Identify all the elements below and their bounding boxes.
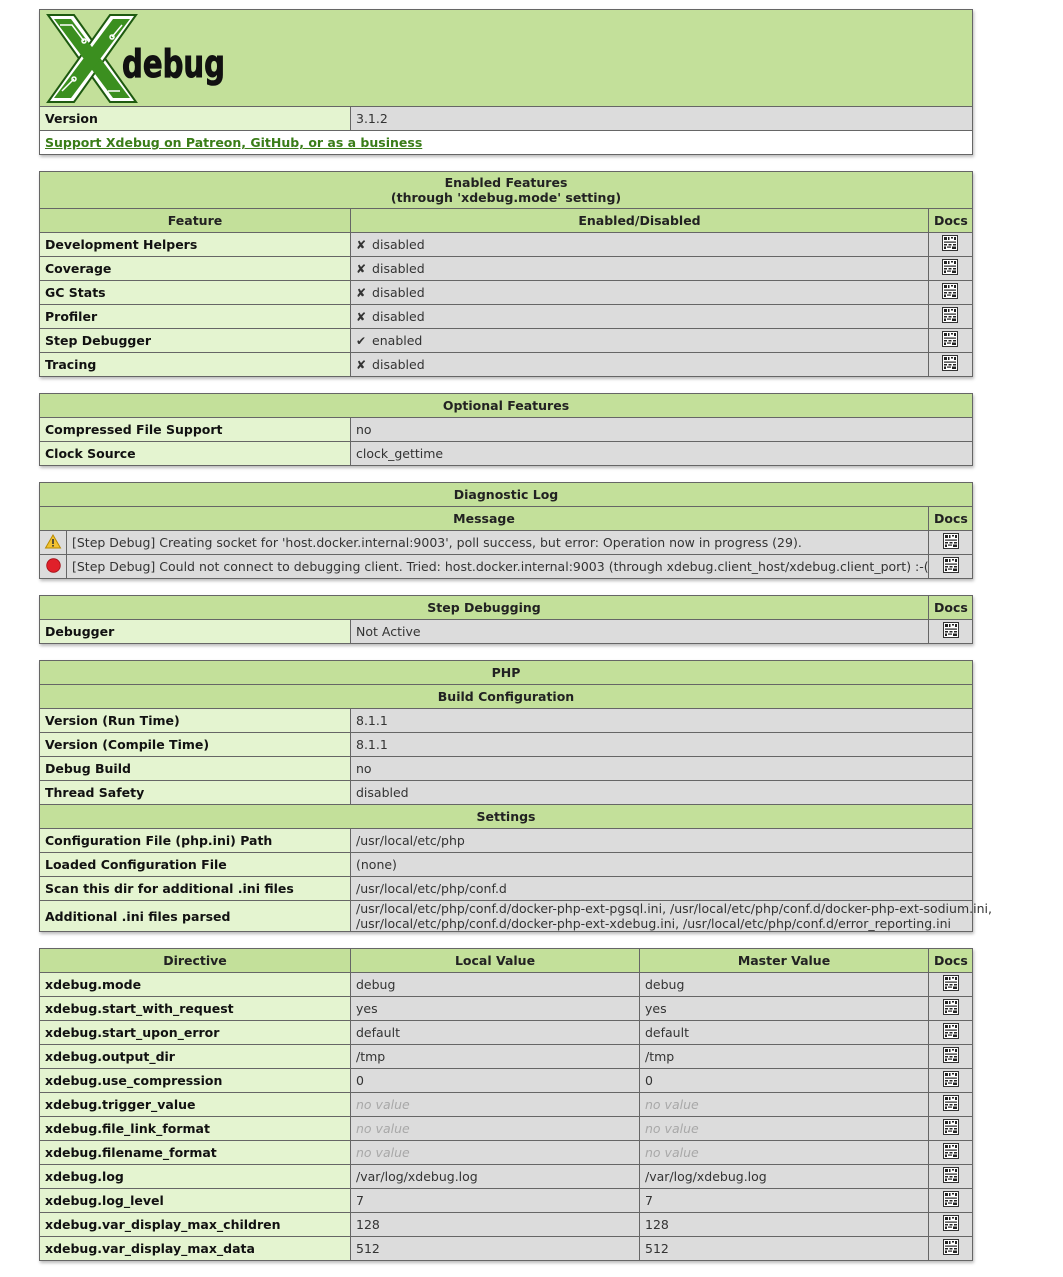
docs-link-cell[interactable] bbox=[928, 329, 972, 353]
directive-master-value bbox=[640, 1141, 929, 1165]
docs-icon[interactable] bbox=[943, 1167, 959, 1186]
docs-icon[interactable] bbox=[942, 355, 958, 374]
docs-link-cell[interactable] bbox=[929, 973, 973, 997]
settings-title: Settings bbox=[40, 805, 973, 829]
feature-status bbox=[351, 329, 929, 353]
docs-icon[interactable] bbox=[943, 1143, 959, 1162]
directive-local-value: /var/log/xdebug.log bbox=[351, 1165, 640, 1189]
debugger-value: Not Active bbox=[351, 620, 929, 644]
directive-row bbox=[40, 1045, 973, 1069]
log-level-cell bbox=[40, 531, 67, 555]
directive-name: xdebug.filename_format bbox=[40, 1141, 351, 1165]
directive-row bbox=[40, 1021, 973, 1045]
enabled-features-table bbox=[39, 171, 973, 377]
xdebug-logo bbox=[44, 11, 229, 106]
optional-feature-name: Clock Source bbox=[40, 442, 351, 466]
directive-row bbox=[40, 1213, 973, 1237]
docs-icon[interactable] bbox=[943, 1191, 959, 1210]
build-config-name: Thread Safety bbox=[40, 781, 351, 805]
step-debugging-title: Step Debugging bbox=[40, 596, 929, 620]
log-message: [Step Debug] Could not connect to debugging client. Tried: host.docker.internal:9003 (through xdebug.client_host/xdebug.client_port) :-( bbox=[67, 555, 929, 579]
cross-mark-icon: ✘ bbox=[356, 262, 367, 276]
docs-link-cell[interactable] bbox=[928, 257, 972, 281]
directive-name: xdebug.start_with_request bbox=[40, 997, 351, 1021]
docs-link-cell[interactable] bbox=[929, 1189, 973, 1213]
directive-name: xdebug.output_dir bbox=[40, 1045, 351, 1069]
feature-status-text: disabled bbox=[372, 309, 425, 324]
docs-icon[interactable] bbox=[942, 259, 958, 278]
docs-link-cell[interactable] bbox=[929, 1021, 973, 1045]
directive-master-value bbox=[640, 1117, 929, 1141]
feature-row bbox=[40, 233, 973, 257]
optional-features-title: Optional Features bbox=[40, 394, 973, 418]
directive-row bbox=[40, 1237, 973, 1261]
directive-local-value: 128 bbox=[351, 1213, 640, 1237]
feature-status-text: enabled bbox=[372, 333, 423, 348]
col-docs: Docs bbox=[929, 949, 973, 973]
xdebug-info-page bbox=[39, 9, 992, 1277]
col-local-value: Local Value bbox=[351, 949, 640, 973]
no-value-text: no value bbox=[356, 1097, 410, 1112]
col-docs: Docs bbox=[929, 596, 973, 620]
build-config-value: 8.1.1 bbox=[351, 733, 973, 757]
feature-name: Development Helpers bbox=[40, 233, 351, 257]
support-cell bbox=[40, 131, 973, 155]
additional-ini-value bbox=[351, 901, 992, 932]
docs-icon[interactable] bbox=[943, 975, 959, 994]
docs-icon[interactable] bbox=[942, 235, 958, 254]
build-config-row bbox=[40, 757, 973, 781]
directive-master-value: 7 bbox=[640, 1189, 929, 1213]
php-title: PHP bbox=[40, 661, 973, 685]
directive-local-value: 512 bbox=[351, 1237, 640, 1261]
optional-features-table bbox=[39, 393, 973, 466]
directives-table bbox=[39, 948, 973, 1261]
directive-name: xdebug.log_level bbox=[40, 1189, 351, 1213]
debugger-label: Debugger bbox=[40, 620, 351, 644]
settings-name: Configuration File (php.ini) Path bbox=[40, 829, 351, 853]
no-value-text: no value bbox=[356, 1121, 410, 1136]
directive-name: xdebug.file_link_format bbox=[40, 1117, 351, 1141]
build-config-row bbox=[40, 733, 973, 757]
docs-icon[interactable] bbox=[943, 1071, 959, 1090]
directive-name: xdebug.var_display_max_children bbox=[40, 1213, 351, 1237]
feature-name: Profiler bbox=[40, 305, 351, 329]
logo-text: debug bbox=[122, 42, 225, 86]
additional-ini-line1: /usr/local/etc/php/conf.d/docker-php-ext-pgsql.ini, /usr/local/etc/php/conf.d/docker-php-ext-sodium.ini, bbox=[356, 901, 992, 916]
directive-master-value bbox=[640, 1093, 929, 1117]
docs-icon[interactable] bbox=[943, 1239, 959, 1258]
directive-local-value bbox=[351, 1141, 640, 1165]
build-config-value: no bbox=[351, 757, 973, 781]
docs-link-cell[interactable] bbox=[929, 1165, 973, 1189]
version-value: 3.1.2 bbox=[351, 107, 973, 131]
feature-status bbox=[351, 305, 929, 329]
directive-local-value bbox=[351, 1117, 640, 1141]
docs-icon[interactable] bbox=[943, 1047, 959, 1066]
directive-local-value: default bbox=[351, 1021, 640, 1045]
build-config-name: Version (Run Time) bbox=[40, 709, 351, 733]
directive-master-value: /var/log/xdebug.log bbox=[640, 1165, 929, 1189]
settings-value: (none) bbox=[351, 853, 973, 877]
directive-local-value bbox=[351, 1093, 640, 1117]
settings-name: Loaded Configuration File bbox=[40, 853, 351, 877]
settings-row bbox=[40, 853, 973, 877]
additional-ini-line2: /usr/local/etc/php/conf.d/docker-php-ext-xdebug.ini, /usr/local/etc/php/conf.d/error_reporting.ini bbox=[356, 916, 951, 931]
feature-name: GC Stats bbox=[40, 281, 351, 305]
cross-mark-icon: ✘ bbox=[356, 358, 367, 372]
directive-master-value: debug bbox=[640, 973, 929, 997]
directive-row bbox=[40, 1117, 973, 1141]
enabled-features-title-line1: Enabled Features bbox=[444, 175, 568, 190]
log-message: [Step Debug] Creating socket for 'host.docker.internal:9003', poll success, but error: Operation now in progress (29). bbox=[67, 531, 929, 555]
build-config-name: Version (Compile Time) bbox=[40, 733, 351, 757]
directive-master-value: 512 bbox=[640, 1237, 929, 1261]
diagnostic-log-table bbox=[39, 482, 973, 579]
feature-name: Coverage bbox=[40, 257, 351, 281]
feature-name: Step Debugger bbox=[40, 329, 351, 353]
no-value-text: no value bbox=[645, 1097, 699, 1112]
col-enabled-disabled: Enabled/Disabled bbox=[351, 209, 929, 233]
enabled-features-title bbox=[40, 172, 973, 209]
col-directive: Directive bbox=[40, 949, 351, 973]
docs-link-cell[interactable] bbox=[928, 353, 972, 377]
directive-name: xdebug.trigger_value bbox=[40, 1093, 351, 1117]
build-config-name: Debug Build bbox=[40, 757, 351, 781]
feature-row bbox=[40, 281, 973, 305]
docs-link-cell[interactable] bbox=[929, 1141, 973, 1165]
directive-row bbox=[40, 1141, 973, 1165]
col-master-value: Master Value bbox=[640, 949, 929, 973]
docs-link-cell[interactable] bbox=[928, 233, 972, 257]
cross-mark-icon: ✘ bbox=[356, 238, 367, 252]
error-icon bbox=[46, 558, 61, 573]
directive-local-value: yes bbox=[351, 997, 640, 1021]
feature-row bbox=[40, 257, 973, 281]
directive-master-value: /tmp bbox=[640, 1045, 929, 1069]
directive-name: xdebug.use_compression bbox=[40, 1069, 351, 1093]
directive-name: xdebug.log bbox=[40, 1165, 351, 1189]
docs-link-cell[interactable] bbox=[929, 1237, 973, 1261]
directive-local-value: 0 bbox=[351, 1069, 640, 1093]
feature-name: Tracing bbox=[40, 353, 351, 377]
docs-link-cell[interactable] bbox=[929, 620, 973, 644]
directive-master-value: yes bbox=[640, 997, 929, 1021]
settings-row bbox=[40, 877, 973, 901]
directive-row bbox=[40, 1189, 973, 1213]
col-docs: Docs bbox=[928, 209, 972, 233]
build-config-row bbox=[40, 709, 973, 733]
support-link[interactable]: Support Xdebug on Patreon, GitHub, or as a business bbox=[45, 135, 423, 150]
docs-link-cell[interactable] bbox=[929, 1093, 973, 1117]
enabled-features-title-line2: (through 'xdebug.mode' setting) bbox=[390, 190, 622, 205]
docs-link-cell[interactable] bbox=[929, 531, 973, 555]
docs-icon[interactable] bbox=[943, 1095, 959, 1114]
feature-status-text: disabled bbox=[372, 261, 425, 276]
directive-row bbox=[40, 1165, 973, 1189]
docs-icon[interactable] bbox=[943, 1215, 959, 1234]
docs-link-cell[interactable] bbox=[928, 305, 972, 329]
no-value-text: no value bbox=[645, 1145, 699, 1160]
settings-name: Scan this dir for additional .ini files bbox=[40, 877, 351, 901]
log-level-cell bbox=[40, 555, 67, 579]
directive-local-value: debug bbox=[351, 973, 640, 997]
feature-row bbox=[40, 329, 973, 353]
directive-master-value: default bbox=[640, 1021, 929, 1045]
docs-icon[interactable] bbox=[943, 1119, 959, 1138]
directive-master-value: 0 bbox=[640, 1069, 929, 1093]
docs-link-cell[interactable] bbox=[929, 1069, 973, 1093]
col-feature: Feature bbox=[40, 209, 351, 233]
feature-status-text: disabled bbox=[372, 237, 425, 252]
docs-icon[interactable] bbox=[943, 999, 959, 1018]
log-row bbox=[40, 555, 973, 579]
docs-link-cell[interactable] bbox=[928, 281, 972, 305]
header-table bbox=[39, 9, 973, 155]
docs-icon[interactable] bbox=[942, 307, 958, 326]
feature-row bbox=[40, 305, 973, 329]
optional-feature-name: Compressed File Support bbox=[40, 418, 351, 442]
directive-name: xdebug.start_upon_error bbox=[40, 1021, 351, 1045]
optional-feature-value: no bbox=[351, 418, 973, 442]
docs-link-cell[interactable] bbox=[929, 555, 973, 579]
feature-status-text: disabled bbox=[372, 285, 425, 300]
build-config-row bbox=[40, 781, 973, 805]
no-value-text: no value bbox=[645, 1121, 699, 1136]
directive-row bbox=[40, 973, 973, 997]
feature-status bbox=[351, 257, 929, 281]
docs-icon[interactable] bbox=[942, 283, 958, 302]
docs-icon[interactable] bbox=[943, 557, 959, 576]
col-docs: Docs bbox=[929, 507, 973, 531]
docs-icon[interactable] bbox=[943, 622, 959, 641]
log-row bbox=[40, 531, 973, 555]
directive-row bbox=[40, 1069, 973, 1093]
no-value-text: no value bbox=[356, 1145, 410, 1160]
directive-master-value: 128 bbox=[640, 1213, 929, 1237]
warning-icon bbox=[45, 534, 61, 549]
directive-row bbox=[40, 1093, 973, 1117]
docs-icon[interactable] bbox=[943, 1023, 959, 1042]
additional-ini-label: Additional .ini files parsed bbox=[40, 901, 351, 932]
logo-cell bbox=[40, 10, 973, 107]
docs-link-cell[interactable] bbox=[929, 1117, 973, 1141]
build-configuration-title: Build Configuration bbox=[40, 685, 973, 709]
feature-status bbox=[351, 353, 929, 377]
feature-status bbox=[351, 281, 929, 305]
check-mark-icon: ✔ bbox=[356, 334, 367, 348]
col-message: Message bbox=[40, 507, 929, 531]
diagnostic-log-title: Diagnostic Log bbox=[40, 483, 973, 507]
optional-feature-row bbox=[40, 418, 973, 442]
settings-value: /usr/local/etc/php bbox=[351, 829, 973, 853]
cross-mark-icon: ✘ bbox=[356, 310, 367, 324]
directive-name: xdebug.var_display_max_data bbox=[40, 1237, 351, 1261]
php-table bbox=[39, 660, 992, 932]
feature-row bbox=[40, 353, 973, 377]
directive-local-value: /tmp bbox=[351, 1045, 640, 1069]
build-config-value: disabled bbox=[351, 781, 973, 805]
optional-feature-row bbox=[40, 442, 973, 466]
optional-feature-value: clock_gettime bbox=[351, 442, 973, 466]
feature-status-text: disabled bbox=[372, 357, 425, 372]
build-config-value: 8.1.1 bbox=[351, 709, 973, 733]
directive-name: xdebug.mode bbox=[40, 973, 351, 997]
directive-row bbox=[40, 997, 973, 1021]
directive-local-value: 7 bbox=[351, 1189, 640, 1213]
docs-link-cell[interactable] bbox=[929, 1213, 973, 1237]
version-label: Version bbox=[40, 107, 351, 131]
docs-icon[interactable] bbox=[942, 331, 958, 350]
settings-value: /usr/local/etc/php/conf.d bbox=[351, 877, 973, 901]
step-debugging-table bbox=[39, 595, 973, 644]
cross-mark-icon: ✘ bbox=[356, 286, 367, 300]
feature-status bbox=[351, 233, 929, 257]
settings-row bbox=[40, 829, 973, 853]
docs-link-cell[interactable] bbox=[929, 1045, 973, 1069]
docs-link-cell[interactable] bbox=[929, 997, 973, 1021]
docs-icon[interactable] bbox=[943, 533, 959, 552]
